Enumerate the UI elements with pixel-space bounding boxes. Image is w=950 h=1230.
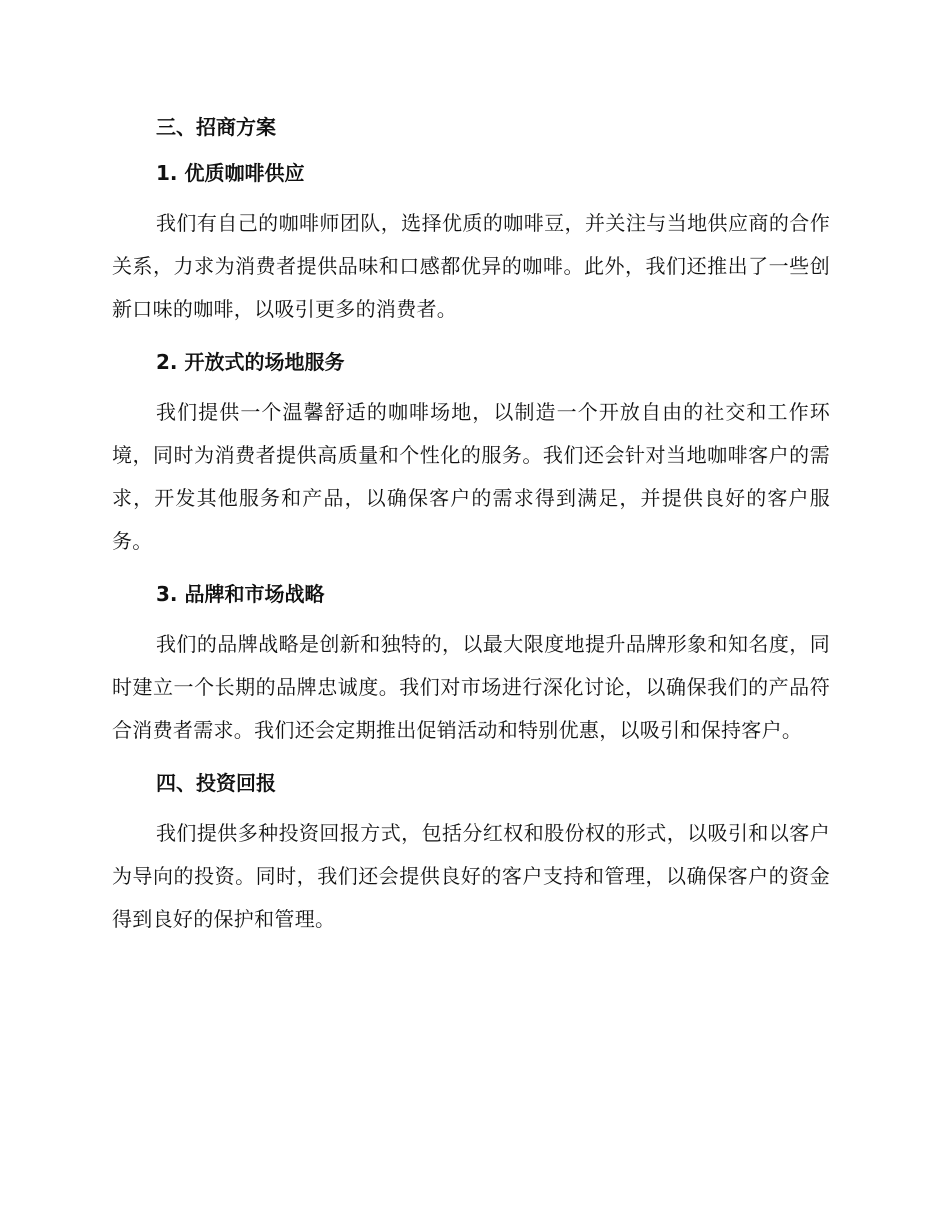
paragraph-open-venue: 我们提供一个温馨舒适的咖啡场地，以制造一个开放自由的社交和工作环境，同时为消费者提供高质量和个性化的服务。我们还会针对当地咖啡客户的需求，开发其他服务和产品，以确保客户的需求得到满足，并提供良好的客户服务。 [112, 400, 830, 553]
section-heading-investment-plan: 三、招商方案 [156, 115, 276, 139]
subheading-open-venue: 2. 开放式的场地服务 [156, 350, 345, 374]
subheading-coffee-supply: 1. 优质咖啡供应 [156, 161, 305, 185]
section-heading-investment-return: 四、投资回报 [156, 771, 276, 795]
subheading-brand-market: 3. 品牌和市场战略 [156, 582, 325, 606]
paragraph-investment-return: 我们提供多种投资回报方式，包括分红权和股份权的形式，以吸引和以客户为导向的投资。同时，我们还会提供良好的客户支持和管理，以确保客户的资金得到良好的保护和管理。 [112, 821, 830, 931]
paragraph-coffee-supply: 我们有自己的咖啡师团队，选择优质的咖啡豆，并关注与当地供应商的合作关系，力求为消费者提供品味和口感都优异的咖啡。此外，我们还推出了一些创新口味的咖啡，以吸引更多的消费者。 [112, 211, 830, 321]
paragraph-brand-market: 我们的品牌战略是创新和独特的，以最大限度地提升品牌形象和知名度，同时建立一个长期的品牌忠诚度。我们对市场进行深化讨论，以确保我们的产品符合消费者需求。我们还会定期推出促销活动和特别优惠，以吸引和保持客户。 [112, 632, 830, 742]
spacer [112, 146, 830, 154]
